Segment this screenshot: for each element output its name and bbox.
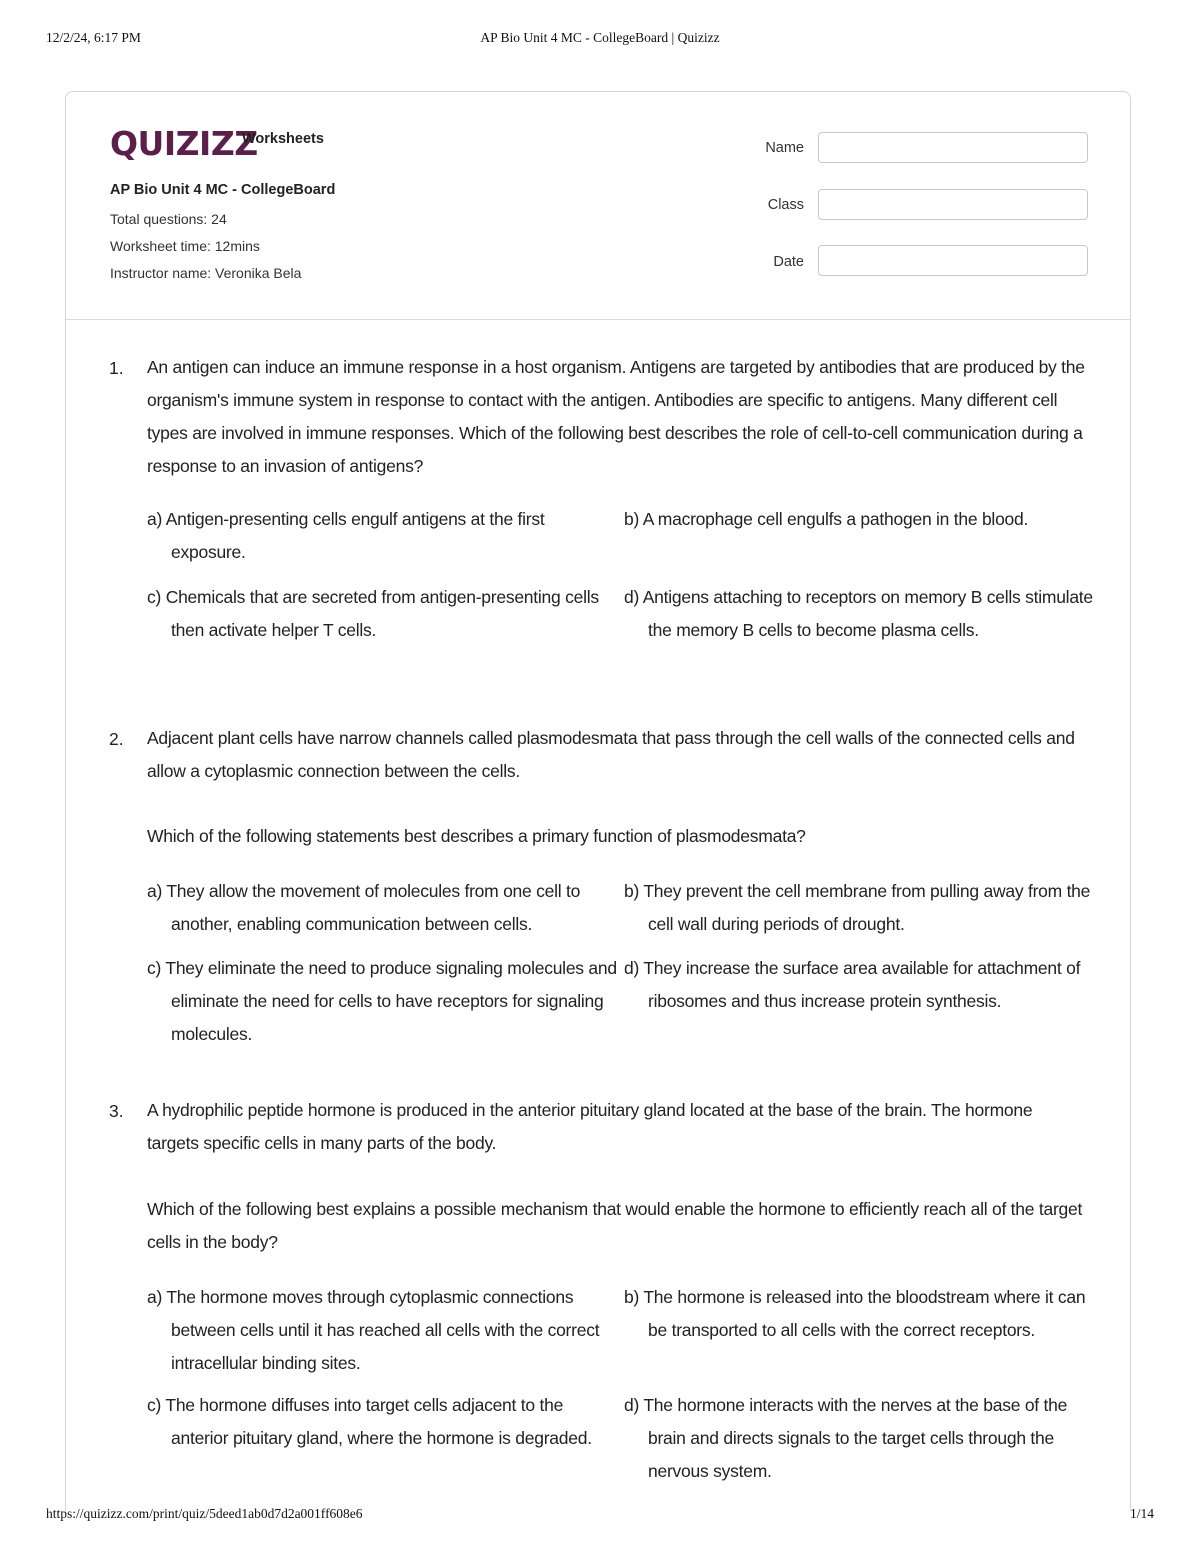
answer-option: b) They prevent the cell membrane from pulling away from the cell wall during periods of drought. (624, 881, 1091, 934)
question-text: An antigen can induce an immune response in a host organism. Antigens are targeted by antibodies that are produced by the organism's immune system in response to contact with the antigen. Antibodies are specific to antigens. Many different cell types are involved in immune responses. Which of the following best describes the role of cell-to-cell communication during a response to an invasion of antigens? (147, 357, 1085, 476)
question-text: Adjacent plant cells have narrow channels called plasmodesmata that pass through the cell walls of the connected cells and allow a cytoplasmic connection between the cells. (147, 728, 1075, 781)
worksheet-time: Worksheet time: 12mins (110, 238, 260, 254)
question-follow-up: Which of the following statements best describes a primary function of plasmodesmata? (147, 826, 806, 846)
logo-product-label: Worksheets (242, 131, 324, 147)
name-label: Name (765, 140, 804, 156)
worksheet-page (65, 91, 1131, 1511)
class-label: Class (767, 197, 804, 213)
logo-wordmark: QUIZIZZ (110, 124, 258, 163)
total-questions: Total questions: 24 (110, 211, 227, 227)
date-field[interactable] (818, 245, 1088, 276)
print-footer (46, 1506, 1154, 1526)
class-field[interactable] (818, 189, 1088, 220)
answer-option: a) Antigen-presenting cells engulf antigens at the first exposure. (147, 509, 545, 562)
question-text: A hydrophilic peptide hormone is produced in the anterior pituitary gland located at the base of the brain. The hormone targets specific cells in many parts of the body. (147, 1100, 1033, 1153)
question-number: 3. (109, 1101, 124, 1121)
question-number: 2. (109, 729, 124, 749)
answer-option: b) A macrophage cell engulfs a pathogen in the blood. (624, 509, 1029, 529)
question-follow-up: Which of the following best explains a possible mechanism that would enable the hormone to efficiently reach all of the target cells in the body? (147, 1199, 1083, 1252)
answer-option: a) The hormone moves through cytoplasmic connections between cells until it has reached all cells with the correct intracellular binding sites. (147, 1287, 600, 1373)
answer-option: a) They allow the movement of molecules from one cell to another, enabling communication between cells. (147, 881, 581, 934)
quizizz-logo (110, 124, 324, 164)
date-label: Date (773, 254, 804, 270)
print-datetime: 12/2/24, 6:17 PM (46, 30, 141, 45)
name-field[interactable] (818, 132, 1088, 163)
answer-option: c) They eliminate the need to produce signaling molecules and eliminate the need for cells to have receptors for signaling molecules. (147, 958, 617, 1044)
answer-option: c) Chemicals that are secreted from antigen-presenting cells then activate helper T cells. (147, 587, 599, 640)
print-doc-title: AP Bio Unit 4 MC - CollegeBoard | Quizizz (480, 30, 720, 45)
worksheet-title: AP Bio Unit 4 MC - CollegeBoard (110, 182, 336, 198)
answer-option: d) The hormone interacts with the nerves at the base of the brain and directs signals to the target cells through the nervous system. (624, 1395, 1068, 1481)
print-url: https://quizizz.com/print/quiz/5deed1ab0d7d2a001ff608e6 (46, 1506, 363, 1521)
instructor-name: Instructor name: Veronika Bela (110, 265, 302, 281)
answer-option: b) The hormone is released into the bloodstream where it can be transported to all cells with the correct receptors. (624, 1287, 1086, 1340)
page-number: 1/14 (1129, 1506, 1154, 1521)
answer-option: d) Antigens attaching to receptors on memory B cells stimulate the memory B cells to become plasma cells. (624, 587, 1093, 640)
print-header (46, 30, 1154, 50)
answer-option: d) They increase the surface area available for attachment of ribosomes and thus increase protein synthesis. (624, 958, 1081, 1011)
answer-option: c) The hormone diffuses into target cells adjacent to the anterior pituitary gland, where the hormone is degraded. (147, 1395, 592, 1448)
question-number: 1. (109, 358, 124, 378)
worksheet-header (66, 92, 1130, 320)
